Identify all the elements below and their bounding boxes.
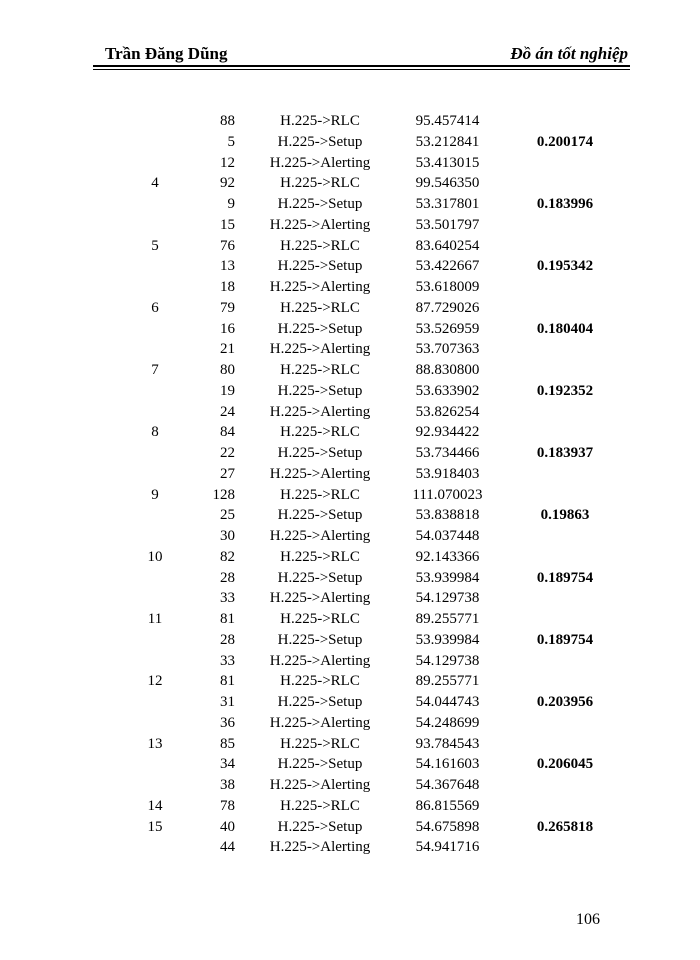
table-row (0, 775, 700, 796)
timestamp-cell: 53.501797 (415, 216, 480, 233)
call-number-cell: 9 (151, 486, 159, 503)
message-type-cell: H.225->RLC (280, 797, 360, 814)
message-id-cell: 19 (220, 382, 235, 399)
message-type-cell: H.225->Alerting (269, 403, 371, 420)
call-number-cell: 13 (147, 735, 163, 752)
message-type-cell: H.225->Setup (277, 818, 363, 835)
call-number-cell: 4 (151, 175, 159, 192)
message-type-cell: H.225->Alerting (269, 154, 371, 171)
message-id-cell: 34 (220, 756, 235, 773)
delay-result-cell: 0.189754 (536, 569, 594, 586)
table-row (0, 547, 700, 568)
delay-result-cell: 0.265818 (536, 818, 594, 835)
table-row (0, 692, 700, 713)
message-id-cell: 33 (220, 652, 235, 669)
message-type-cell: H.225->Alerting (269, 590, 371, 607)
timestamp-cell: 54.129738 (415, 652, 480, 669)
timestamp-cell: 54.161603 (415, 756, 480, 773)
message-id-cell: 79 (220, 299, 235, 316)
header-rule-thin (93, 69, 630, 70)
timestamp-cell: 53.618009 (415, 279, 480, 295)
message-type-cell: H.225->RLC (280, 548, 360, 565)
message-id-cell: 16 (220, 320, 235, 337)
timestamp-cell: 54.044743 (415, 694, 480, 710)
timestamp-cell: 53.413015 (415, 154, 480, 171)
message-type-cell: H.225->Alerting (269, 341, 371, 358)
timestamp-cell: 53.317801 (415, 196, 480, 212)
timestamp-cell: 83.640254 (415, 237, 480, 254)
message-type-cell: H.225->Setup (277, 258, 363, 275)
message-type-cell: H.225->RLC (280, 175, 360, 192)
message-type-cell: H.225->Alerting (269, 777, 371, 793)
timestamp-cell: 53.838818 (415, 507, 480, 524)
message-id-cell: 40 (220, 818, 235, 835)
timestamp-cell: 54.675898 (415, 818, 480, 835)
message-type-cell: H.225->Alerting (269, 216, 371, 233)
message-id-cell: 12 (220, 154, 235, 171)
table-row (0, 609, 700, 630)
table-row (0, 796, 700, 817)
call-number-cell: 12 (147, 673, 163, 690)
delay-result-cell: 0.206045 (536, 756, 594, 773)
call-number-cell: 15 (147, 818, 163, 835)
table-row (0, 153, 700, 174)
message-id-cell: 85 (220, 735, 235, 752)
timestamp-cell: 89.255771 (415, 673, 480, 690)
page-number: 106 (576, 911, 600, 928)
table-row (0, 464, 700, 485)
table-row (0, 132, 700, 153)
table-row (0, 422, 700, 443)
table-row (0, 588, 700, 609)
message-type-cell: H.225->RLC (280, 673, 360, 690)
table-row (0, 651, 700, 672)
table-row (0, 817, 700, 838)
message-type-cell: H.225->Setup (277, 196, 363, 212)
timestamp-cell: 99.546350 (415, 175, 480, 192)
message-id-cell: 27 (220, 465, 235, 482)
table-row (0, 671, 700, 692)
message-id-cell: 5 (227, 133, 235, 150)
call-number-cell: 14 (147, 797, 163, 814)
call-number-cell: 5 (151, 237, 159, 254)
message-type-cell: H.225->Setup (277, 694, 363, 710)
message-type-cell: H.225->RLC (280, 611, 360, 627)
delay-result-cell: 0.192352 (536, 382, 594, 399)
message-id-cell: 9 (227, 196, 235, 212)
message-id-cell: 76 (220, 237, 235, 254)
timestamp-cell: 53.918403 (415, 465, 480, 482)
table-row (0, 505, 700, 526)
message-id-cell: 30 (220, 528, 235, 544)
message-type-cell: H.225->Alerting (269, 279, 371, 295)
message-id-cell: 25 (220, 507, 235, 524)
message-type-cell: H.225->Setup (277, 507, 363, 524)
message-id-cell: 31 (220, 694, 235, 710)
table-row (0, 360, 700, 381)
message-id-cell: 21 (220, 341, 235, 358)
table-row (0, 339, 700, 360)
table-row (0, 194, 700, 215)
table-row (0, 215, 700, 236)
table-row (0, 402, 700, 423)
timestamp-cell: 53.939984 (415, 569, 480, 586)
message-id-cell: 33 (220, 590, 235, 607)
timestamp-cell: 53.826254 (415, 403, 480, 420)
table-row (0, 173, 700, 194)
call-number-cell: 6 (151, 299, 159, 316)
table-row (0, 319, 700, 340)
message-id-cell: 84 (220, 424, 235, 441)
message-type-cell: H.225->RLC (280, 735, 360, 752)
table-row (0, 111, 700, 132)
call-number-cell: 7 (151, 362, 159, 378)
message-type-cell: H.225->RLC (280, 486, 360, 503)
table-row (0, 734, 700, 755)
table-row (0, 256, 700, 277)
delay-result-cell: 0.19863 (540, 507, 590, 524)
table-row (0, 713, 700, 734)
timestamp-cell: 53.734466 (415, 445, 480, 461)
timestamp-cell: 53.939984 (415, 631, 480, 648)
message-type-cell: H.225->RLC (280, 113, 360, 129)
table-row (0, 754, 700, 775)
delay-result-cell: 0.183937 (536, 445, 594, 461)
call-number-cell: 10 (147, 548, 163, 565)
table-row (0, 630, 700, 651)
table-row (0, 381, 700, 402)
delay-result-cell: 0.200174 (536, 133, 594, 150)
message-type-cell: H.225->Setup (277, 382, 363, 399)
table-row (0, 837, 700, 858)
page-header (93, 44, 630, 64)
message-type-cell: H.225->Alerting (269, 528, 371, 544)
message-id-cell: 18 (220, 279, 235, 295)
table-row (0, 568, 700, 589)
timestamp-cell: 87.729026 (415, 299, 480, 316)
table-row (0, 277, 700, 298)
message-type-cell: H.225->Alerting (269, 839, 371, 856)
timestamp-cell: 88.830800 (415, 362, 480, 378)
message-id-cell: 44 (220, 839, 235, 856)
timestamp-cell: 53.633902 (415, 382, 480, 399)
table-row (0, 236, 700, 257)
timestamp-cell: 89.255771 (415, 611, 480, 627)
message-type-cell: H.225->RLC (280, 362, 360, 378)
message-type-cell: H.225->Setup (277, 756, 363, 773)
message-id-cell: 81 (220, 673, 235, 690)
message-type-cell: H.225->Setup (277, 631, 363, 648)
message-type-cell: H.225->Alerting (269, 465, 371, 482)
timestamp-cell: 54.941716 (415, 839, 480, 856)
message-id-cell: 128 (212, 486, 235, 503)
message-id-cell: 22 (220, 445, 235, 461)
message-id-cell: 15 (220, 216, 235, 233)
message-type-cell: H.225->Alerting (269, 714, 371, 731)
timestamp-cell: 54.367648 (415, 777, 480, 793)
timestamp-cell: 95.457414 (415, 113, 480, 129)
message-id-cell: 81 (220, 611, 235, 627)
message-id-cell: 82 (220, 548, 235, 565)
table-row (0, 298, 700, 319)
message-type-cell: H.225->Alerting (269, 652, 371, 669)
message-type-cell: H.225->Setup (277, 133, 363, 150)
message-id-cell: 28 (220, 569, 235, 586)
delay-result-cell: 0.180404 (536, 320, 594, 337)
message-id-cell: 78 (220, 797, 235, 814)
message-id-cell: 80 (220, 362, 235, 378)
timestamp-cell: 54.248699 (415, 714, 480, 731)
table-row (0, 526, 700, 547)
message-id-cell: 38 (220, 777, 235, 793)
message-type-cell: H.225->Setup (277, 445, 363, 461)
delay-result-cell: 0.203956 (536, 694, 594, 710)
timestamp-cell: 92.934422 (415, 424, 480, 441)
message-id-cell: 92 (220, 175, 235, 192)
timestamp-cell: 111.070023 (412, 486, 483, 503)
message-type-cell: H.225->Setup (277, 320, 363, 337)
header-author: Trần Đăng Dũng (105, 44, 228, 63)
message-type-cell: H.225->RLC (280, 299, 360, 316)
timestamp-cell: 54.129738 (415, 590, 480, 607)
header-document-title: Đồ án tốt nghiệp (510, 44, 628, 63)
delay-result-cell: 0.195342 (536, 258, 594, 275)
timestamp-cell: 53.422667 (415, 258, 480, 275)
message-id-cell: 13 (220, 258, 235, 275)
timestamp-cell: 54.037448 (415, 528, 480, 544)
message-id-cell: 24 (220, 403, 235, 420)
table-row (0, 443, 700, 464)
timestamp-cell: 53.526959 (415, 320, 480, 337)
table-row (0, 485, 700, 506)
message-id-cell: 88 (220, 113, 235, 129)
delay-result-cell: 0.189754 (536, 631, 594, 648)
timestamp-cell: 53.707363 (415, 341, 480, 358)
delay-result-cell: 0.183996 (536, 196, 594, 212)
timestamp-cell: 92.143366 (415, 548, 480, 565)
message-type-cell: H.225->RLC (280, 424, 360, 441)
message-id-cell: 28 (220, 631, 235, 648)
message-type-cell: H.225->RLC (280, 237, 360, 254)
call-number-cell: 11 (147, 611, 163, 627)
timestamp-cell: 53.212841 (415, 133, 480, 150)
message-id-cell: 36 (220, 714, 235, 731)
timestamp-cell: 93.784543 (415, 735, 480, 752)
timestamp-cell: 86.815569 (415, 797, 480, 814)
message-timing-table (0, 111, 700, 858)
message-type-cell: H.225->Setup (277, 569, 363, 586)
header-rule-thick (93, 65, 630, 67)
call-number-cell: 8 (151, 424, 159, 441)
